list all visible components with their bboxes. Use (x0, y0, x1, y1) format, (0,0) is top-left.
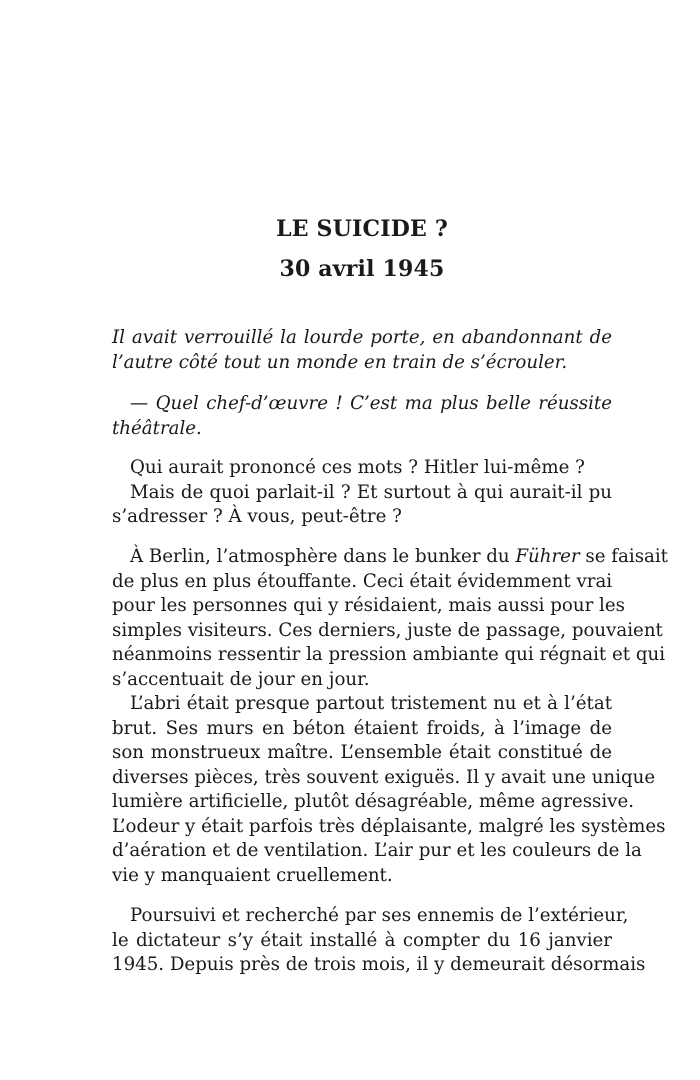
paragraph-3-line-2: le dictateur s’y était installé à compter du 16 janvier (112, 929, 612, 951)
chapter-title: LE SUICIDE ? (276, 216, 448, 242)
questions-line-1: Qui aurait prononcé ces mots ? Hitler lui-même ? (130, 457, 585, 478)
paragraph-1-line-2: de plus en plus étouffante. Ceci était évidemment vrai (112, 570, 613, 592)
paragraph-1-line-5: néanmoins ressentir la pression ambiante qui régnait et qui (112, 644, 666, 665)
paragraph-1-line-1 (112, 545, 668, 570)
paragraph-2-line-7: d’aération et de ventilation. L’air pur et les couleurs de la (112, 840, 642, 861)
paragraph-2-line-5: lumière artificielle, plutôt désagréable, même agressive. (112, 791, 634, 812)
epigraph-line-2: l’autre côté tout un monde en train de s’écrouler. (112, 351, 568, 373)
paragraph-1-line-1-start: À Berlin, l’atmosphère dans le bunker du (130, 546, 516, 567)
questions-line-3: s’adresser ? À vous, peut-être ? (112, 506, 402, 527)
epigraph-quote (112, 392, 612, 441)
paragraph-3 (112, 904, 646, 978)
paragraph-1 (112, 545, 668, 692)
epigraph-line-1: Il avait verrouillé la lourde porte, en abandonnant de (112, 327, 612, 348)
paragraph-2-line-4: diverses pièces, très souvent exiguës. Il y avait une unique (112, 766, 656, 788)
chapter-date: 30 avril 1945 (279, 256, 445, 282)
paragraph-1-line-1-end: se faisait (579, 546, 668, 567)
questions-paragraph (112, 456, 612, 530)
epigraph (112, 326, 612, 375)
paragraph-1-line-3: pour les personnes qui y résidaient, mais aussi pour les (112, 595, 625, 616)
paragraph-1-line-4: simples visiteurs. Ces derniers, juste de passage, pouvaient (112, 619, 663, 641)
paragraph-2-line-3: son monstrueux maître. L’ensemble était constitué de (112, 742, 612, 763)
paragraph-2-line-8: vie y manquaient cruellement. (112, 864, 393, 886)
epigraph-quote-line-2: théâtrale. (112, 417, 202, 439)
paragraph-1-line-6: s’accentuait de jour en jour. (112, 668, 370, 690)
paragraph-3-line-3: 1945. Depuis près de trois mois, il y demeurait désormais (112, 954, 646, 975)
paragraph-2 (112, 692, 666, 888)
paragraph-2-line-1: L’abri était presque partout tristement nu et à l’état (130, 693, 612, 714)
questions-line-2: Mais de quoi parlait-il ? Et surtout à qui aurait-il pu (130, 481, 612, 503)
paragraph-3-line-1: Poursuivi et recherché par ses ennemis de l’extérieur, (130, 905, 629, 926)
epigraph-quote-line-1: — Quel chef-d’œuvre ! C’est ma plus belle réussite (130, 393, 612, 414)
paragraph-2-line-6: L’odeur y était parfois très déplaisante, malgré les systèmes (112, 815, 666, 837)
fuhrer-emphasis: Führer (515, 546, 580, 567)
paragraph-2-line-2: brut. Ses murs en béton étaient froids, à l’image de (112, 717, 612, 739)
book-page (112, 0, 668, 1080)
